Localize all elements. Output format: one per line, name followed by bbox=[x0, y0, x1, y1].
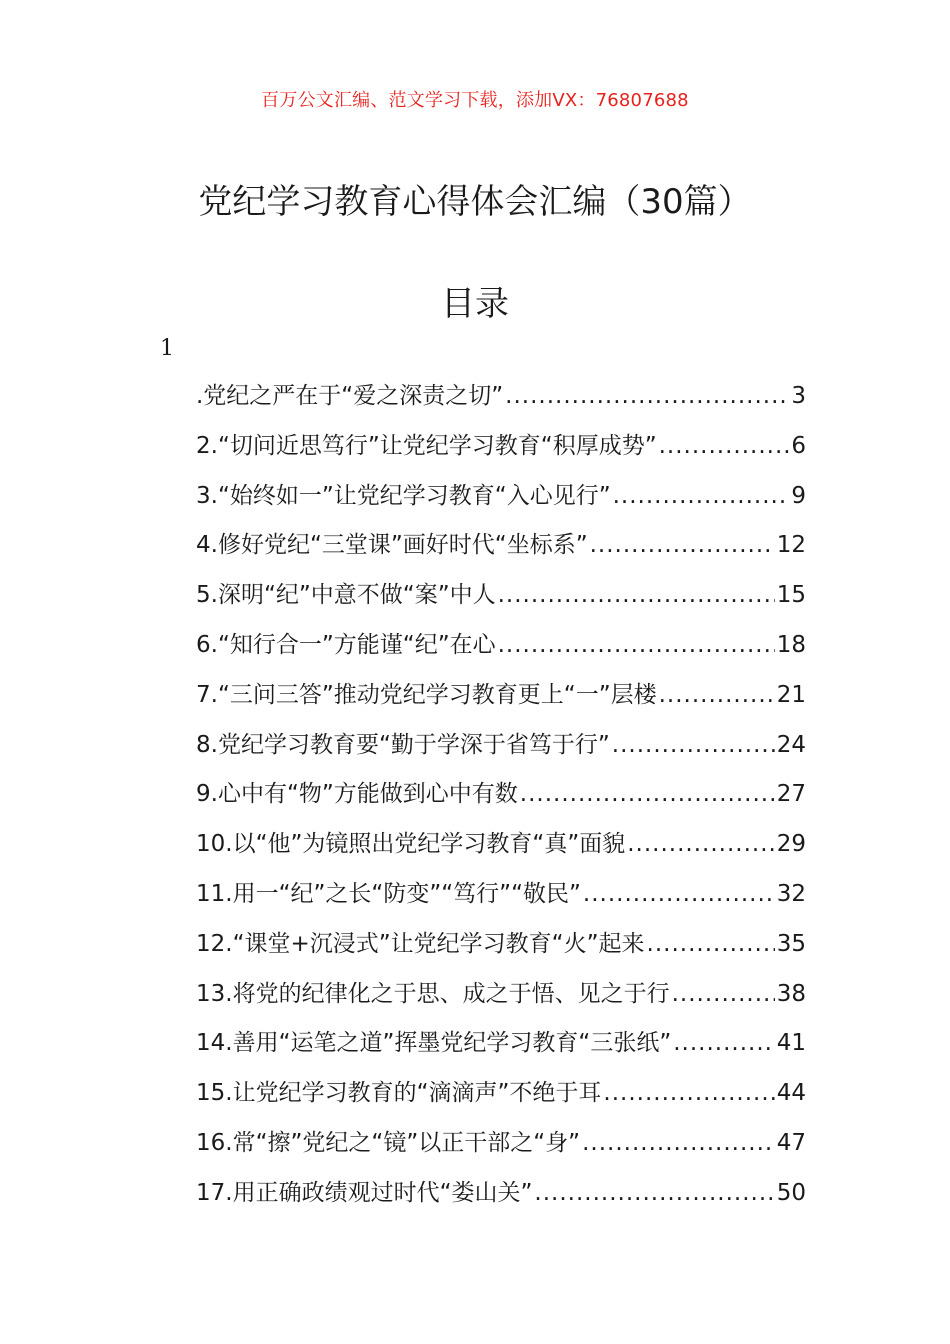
toc-leader-dots bbox=[647, 923, 775, 965]
toc-entry[interactable] bbox=[196, 524, 806, 574]
toc-entry[interactable] bbox=[196, 624, 806, 674]
toc-heading: 目录 bbox=[441, 284, 509, 324]
toc-entry[interactable] bbox=[196, 1022, 806, 1072]
toc-entry-title: 13.将党的纪律化之于思、成之于悟、见之于行 bbox=[196, 980, 670, 1007]
toc-entry[interactable] bbox=[196, 425, 806, 475]
toc-entry-title: 14.善用“运笔之道”挥墨党纪学习教育“三张纸” bbox=[196, 1030, 672, 1057]
toc-leader-dots bbox=[582, 1122, 775, 1164]
toc-entry[interactable] bbox=[196, 375, 806, 425]
toc-entry-title: 2.“切问近思笃行”让党纪学习教育“积厚成势” bbox=[196, 432, 657, 459]
toc-leader-dots bbox=[505, 375, 789, 417]
toc-entry-title: 17.用正确政绩观过时代“娄山关” bbox=[196, 1179, 533, 1206]
toc-entry-page: 35 bbox=[776, 930, 806, 957]
toc-entry[interactable] bbox=[196, 773, 806, 823]
toc-entry-page: 12 bbox=[776, 532, 806, 559]
toc-entry-page: 21 bbox=[776, 681, 806, 708]
toc-leader-dots bbox=[673, 1022, 774, 1064]
toc-entry-page: 32 bbox=[776, 880, 806, 907]
toc-entry[interactable] bbox=[196, 574, 806, 624]
toc-entry-title: 11.用一“纪”之长“防变”“笃行”“敬民” bbox=[196, 880, 581, 907]
toc-leader-dots bbox=[672, 973, 775, 1015]
toc-leader-dots bbox=[603, 1072, 774, 1114]
toc-entry-title: 16.常“擦”党纪之“镜”以正干部之“身” bbox=[196, 1129, 581, 1156]
toc-entry-title: 8.党纪学习教育要“勤于学深于省笃于行” bbox=[196, 731, 610, 758]
toc-entry-page: 27 bbox=[776, 781, 806, 808]
toc-entry[interactable] bbox=[196, 1172, 806, 1222]
toc-entry[interactable] bbox=[196, 823, 806, 873]
toc-leader-dots bbox=[498, 624, 775, 666]
toc-entry-page: 41 bbox=[776, 1030, 806, 1057]
toc-entry[interactable] bbox=[196, 1072, 806, 1122]
toc-entry-page: 6 bbox=[791, 432, 806, 459]
toc-leader-dots bbox=[659, 425, 790, 467]
table-of-contents bbox=[196, 375, 806, 1222]
toc-entry-page: 9 bbox=[791, 482, 806, 509]
toc-entry-page: 3 bbox=[791, 383, 806, 409]
toc-entry-title: 5.深明“纪”中意不做“案”中人 bbox=[196, 582, 496, 609]
toc-leader-dots bbox=[612, 724, 775, 766]
toc-entry-title: 12.“课堂+沉浸式”让党纪学习教育“火”起来 bbox=[196, 930, 645, 957]
toc-leader-dots bbox=[659, 674, 775, 716]
toc-leader-dots bbox=[520, 773, 775, 815]
toc-entry-title: .党纪之严在于“爱之深责之切” bbox=[196, 383, 504, 409]
document-title: 党纪学习教育心得体会汇编（30篇） bbox=[198, 182, 752, 222]
toc-leader-dots bbox=[613, 475, 790, 517]
toc-entry[interactable] bbox=[196, 873, 806, 923]
toc-entry-page: 47 bbox=[776, 1129, 806, 1156]
toc-entry-page: 38 bbox=[776, 980, 806, 1007]
toc-entry[interactable] bbox=[196, 475, 806, 525]
toc-entry[interactable] bbox=[196, 923, 806, 973]
toc-entry[interactable] bbox=[196, 973, 806, 1023]
promo-banner: 百万公文汇编、范文学习下载，添加VX：76807688 bbox=[261, 90, 689, 111]
toc-leader-dots bbox=[627, 823, 774, 865]
toc-entry-page: 24 bbox=[776, 731, 806, 758]
toc-entry-title: 7.“三问三答”推动党纪学习教育更上“一”层楼 bbox=[196, 681, 657, 708]
toc-entry-title: 6.“知行合一”方能谨“纪”在心 bbox=[196, 631, 496, 658]
toc-entry-title: 15.让党纪学习教育的“滴滴声”不绝于耳 bbox=[196, 1080, 602, 1107]
toc-entry[interactable] bbox=[196, 674, 806, 724]
toc-entry-page: 15 bbox=[776, 582, 806, 609]
toc-entry[interactable] bbox=[196, 724, 806, 774]
toc-entry-page: 44 bbox=[776, 1080, 806, 1107]
page-number: 1 bbox=[160, 336, 174, 361]
toc-entry-title: 10.以“他”为镜照出党纪学习教育“真”面貌 bbox=[196, 831, 626, 858]
toc-entry-page: 50 bbox=[776, 1179, 806, 1206]
toc-entry-title: 9.心中有“物”方能做到心中有数 bbox=[196, 781, 518, 808]
toc-leader-dots bbox=[583, 873, 775, 915]
toc-leader-dots bbox=[498, 574, 775, 616]
toc-entry-page: 18 bbox=[776, 631, 806, 658]
toc-entry-title: 3.“始终如一”让党纪学习教育“入心见行” bbox=[196, 482, 611, 509]
toc-leader-dots bbox=[534, 1172, 774, 1214]
toc-entry-title: 4.修好党纪“三堂课”画好时代“坐标系” bbox=[196, 532, 588, 559]
toc-entry-page: 29 bbox=[776, 831, 806, 858]
toc-entry[interactable] bbox=[196, 1122, 806, 1172]
toc-leader-dots bbox=[590, 524, 775, 566]
